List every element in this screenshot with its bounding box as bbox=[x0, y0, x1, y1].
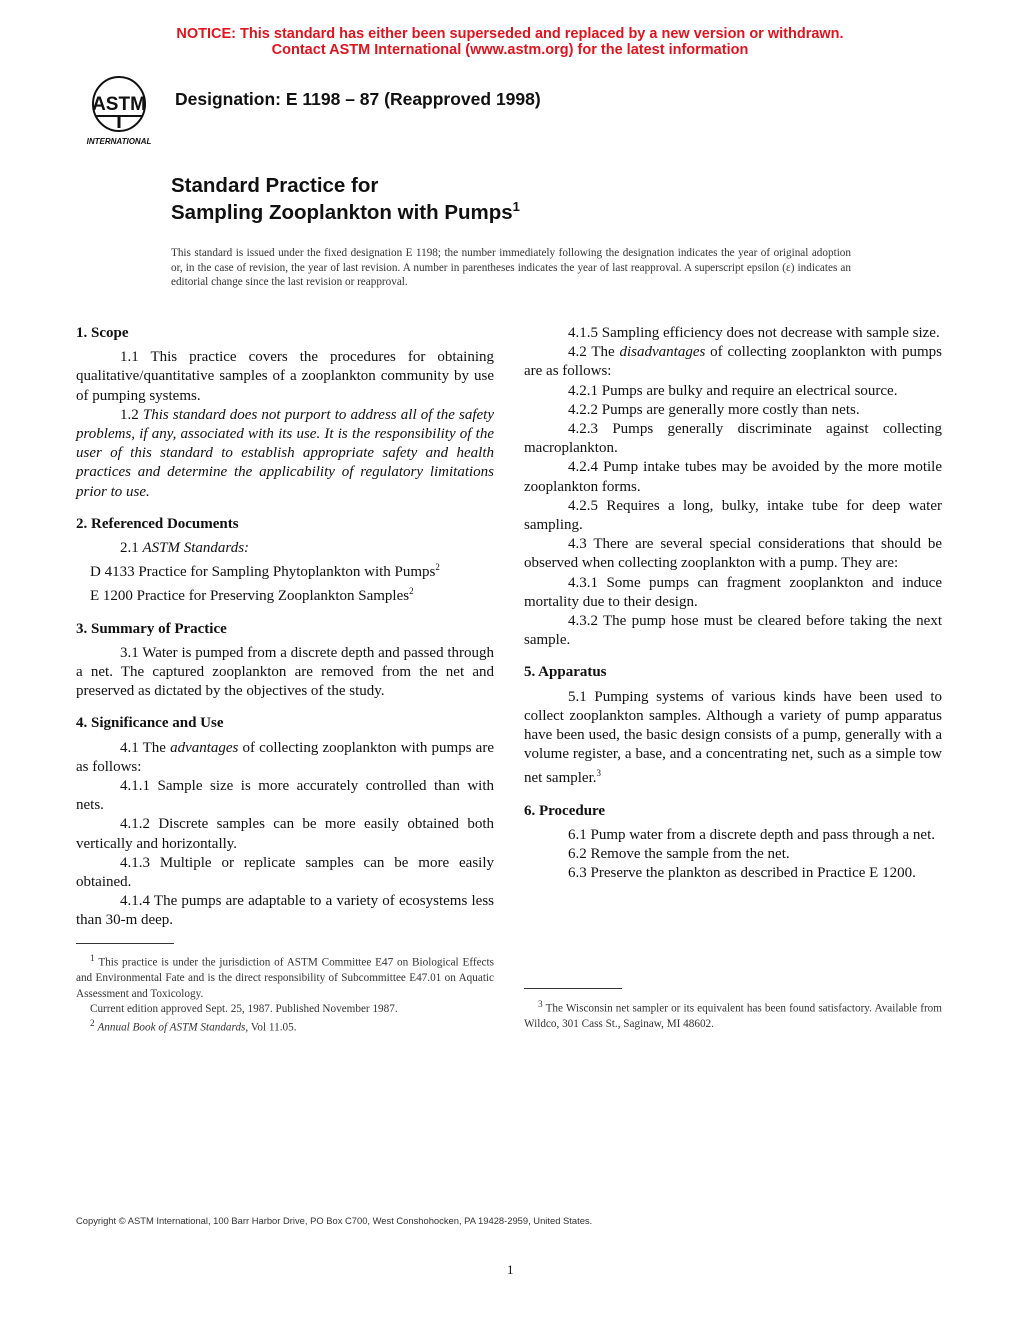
para-6-3: 6.3 Preserve the plankton as described in Practice E 1200. bbox=[568, 865, 916, 882]
para-4-2-em: disadvantages bbox=[619, 344, 706, 361]
para-1-2 bbox=[76, 406, 494, 502]
para-4-1-2: 4.1.2 Discrete samples can be more easily obtained both vertically and horizontally. bbox=[76, 816, 494, 852]
para-3-1: 3.1 Water is pumped from a discrete depth and passed through a net. The captured zooplankton are removed from the net and preserved as dictated by the objectives of the study. bbox=[76, 644, 494, 700]
footnote-2-mark: 2 bbox=[90, 1019, 95, 1030]
footnote-1 bbox=[76, 952, 494, 1002]
para-6-1: 6.1 Pump water from a discrete depth and pass through a net. bbox=[568, 826, 935, 843]
section-heading-significance: 4. Significance and Use bbox=[76, 715, 224, 732]
para-4-2 bbox=[524, 343, 942, 381]
astm-logo bbox=[74, 74, 164, 150]
left-column bbox=[76, 324, 494, 931]
para-4-3-1: 4.3.1 Some pumps can fragment zooplankton and induce mortality due to their design. bbox=[524, 574, 942, 610]
title-footnote-mark: 1 bbox=[512, 199, 520, 214]
copyright-line: Copyright © ASTM International, 100 Barr Harbor Drive, PO Box C700, West Conshohocken, PA 19428-2959, United States. bbox=[76, 1215, 593, 1226]
footnote-rule-right bbox=[524, 988, 622, 989]
para-1-1: 1.1 This practice covers the procedures for obtaining qualitative/quantitative samples of a zooplankton community by use of pumping systems. bbox=[76, 349, 494, 404]
footnote-rule-left bbox=[76, 943, 174, 944]
para-4-2-3: 4.2.3 Pumps generally discriminate against collecting macroplankton. bbox=[524, 421, 942, 457]
title-line-2 bbox=[171, 199, 520, 225]
para-2-1 bbox=[76, 539, 494, 558]
footnote-1-text: This practice is under the jurisdiction of ASTM Committee E47 on Biological Effects and Environmental Fate and is the direct responsibility of Subcommittee E47.01 on Aquatic Assessment and Toxicology. bbox=[76, 956, 494, 1000]
footnote-1-edition: Current edition approved Sept. 25, 1987. Published November 1987. bbox=[90, 1002, 398, 1015]
section-heading-procedure: 6. Procedure bbox=[524, 802, 606, 819]
section-heading-scope: 1. Scope bbox=[76, 325, 129, 341]
para-2-1-text: ASTM Standards: bbox=[142, 540, 250, 557]
section-heading-referenced: 2. Referenced Documents bbox=[76, 515, 239, 532]
logo-text: ASTM bbox=[92, 94, 146, 115]
designation: Designation: E 1198 – 87 (Reapproved 1998) bbox=[175, 89, 541, 109]
para-6-2: 6.2 Remove the sample from the net. bbox=[568, 846, 790, 863]
para-4-1-em: advantages bbox=[170, 739, 239, 756]
footnote-2-em: Annual Book of ASTM Standards bbox=[97, 1022, 246, 1035]
para-4-2-1: 4.2.1 Pumps are bulky and require an electrical source. bbox=[568, 382, 898, 399]
para-2-1-num: 2.1 bbox=[120, 540, 139, 557]
footnote-3-mark: 3 bbox=[538, 1000, 543, 1010]
para-1-2-text: This standard does not purport to address all of the safety problems, if any, associated with its use. It is the responsibility of the user of this standard to establish appropriate safety and health practices and determine the applicability of regulatory limitations prior to use. bbox=[76, 406, 495, 500]
title-main: Sampling Zooplankton with Pumps bbox=[171, 200, 513, 224]
para-4-1-5: 4.1.5 Sampling efficiency does not decrease with sample size. bbox=[568, 325, 940, 341]
para-4-1-3: 4.1.3 Multiple or replicate samples can be more easily obtained. bbox=[76, 854, 494, 891]
para-4-1-b: of collecting zooplankton with pumps are as follows: bbox=[76, 739, 494, 775]
reference-e1200-text: E 1200 Practice for Preserving Zooplankton Samples bbox=[90, 588, 410, 605]
para-5-1-text: 5.1 Pumping systems of various kinds have been used to collect zooplankton samples. Although a variety of pump apparatus have been used, the basic design consists of a pump, generally with a volume register, a base, and a concentrating net, such as a simple tow net sampler. bbox=[524, 688, 942, 787]
para-4-2-a: 4.2 The bbox=[568, 344, 615, 361]
notice-line-1: NOTICE: This standard has either been superseded and replaced by a new version or withdrawn. bbox=[176, 26, 844, 42]
para-4-3-2: 4.3.2 The pump hose must be cleared before taking the next sample. bbox=[524, 613, 942, 649]
para-4-2-b: of collecting zooplankton with pumps are as follows: bbox=[524, 344, 942, 380]
reference-e1200-sup: 2 bbox=[409, 586, 414, 597]
para-4-2-5: 4.2.5 Requires a long, bulky, intake tube for deep water sampling. bbox=[524, 497, 942, 534]
section-heading-summary: 3. Summary of Practice bbox=[76, 620, 227, 637]
footnote-2-rest: , Vol 11.05. bbox=[245, 1022, 297, 1035]
footnote-2 bbox=[76, 1017, 494, 1036]
para-4-1-a: 4.1 The bbox=[120, 739, 166, 756]
reference-d4133-sup: 2 bbox=[435, 562, 440, 573]
footnote-3 bbox=[524, 998, 942, 1033]
section-heading-apparatus: 5. Apparatus bbox=[524, 664, 607, 681]
title-line-1: Standard Practice for bbox=[171, 174, 379, 197]
para-5-1 bbox=[524, 688, 942, 789]
reference-d4133-text: D 4133 Practice for Sampling Phytoplankton with Pumps bbox=[90, 564, 436, 581]
para-4-3: 4.3 There are several special considerations that should be observed when collecting zooplankton with a pump. They are: bbox=[524, 536, 942, 572]
intro-note: This standard is issued under the fixed designation E 1198; the number immediately following the designation indicates the year of original adoption or, in the case of revision, the year of last revision. A number in parentheses indicates the year of last reapproval. A superscript epsilon (ε) indicates an editorial change since the last revision or reapproval. bbox=[171, 247, 851, 289]
para-1-2-num: 1.2 bbox=[120, 406, 139, 423]
reference-d4133 bbox=[90, 558, 494, 582]
page-number: 1 bbox=[507, 1262, 514, 1277]
logo-subtext: INTERNATIONAL bbox=[86, 137, 152, 146]
footnote-1-mark: 1 bbox=[90, 954, 95, 964]
para-4-1-4: 4.1.4 The pumps are adaptable to a variety of ecosystems less than 30-m deep. bbox=[76, 893, 494, 929]
para-4-2-2: 4.2.2 Pumps are generally more costly than nets. bbox=[568, 401, 860, 418]
footnotes-right bbox=[524, 998, 942, 1033]
footnote-3-text: The Wisconsin net sampler or its equivalent has been found satisfactory. Available from Wildco, 301 Cass St., Saginaw, MI 48602. bbox=[524, 1002, 942, 1031]
para-5-1-sup: 3 bbox=[596, 768, 601, 779]
para-4-1 bbox=[76, 739, 494, 777]
para-4-2-4: 4.2.4 Pump intake tubes may be avoided by the more motile zooplankton forms. bbox=[524, 459, 942, 495]
right-column bbox=[524, 324, 942, 883]
footnotes-left bbox=[76, 952, 494, 1037]
para-4-1-1: 4.1.1 Sample size is more accurately controlled than with nets. bbox=[76, 778, 494, 814]
reference-e1200 bbox=[90, 582, 494, 606]
notice-line-2: Contact ASTM International (www.astm.org) for the latest information bbox=[271, 42, 749, 58]
